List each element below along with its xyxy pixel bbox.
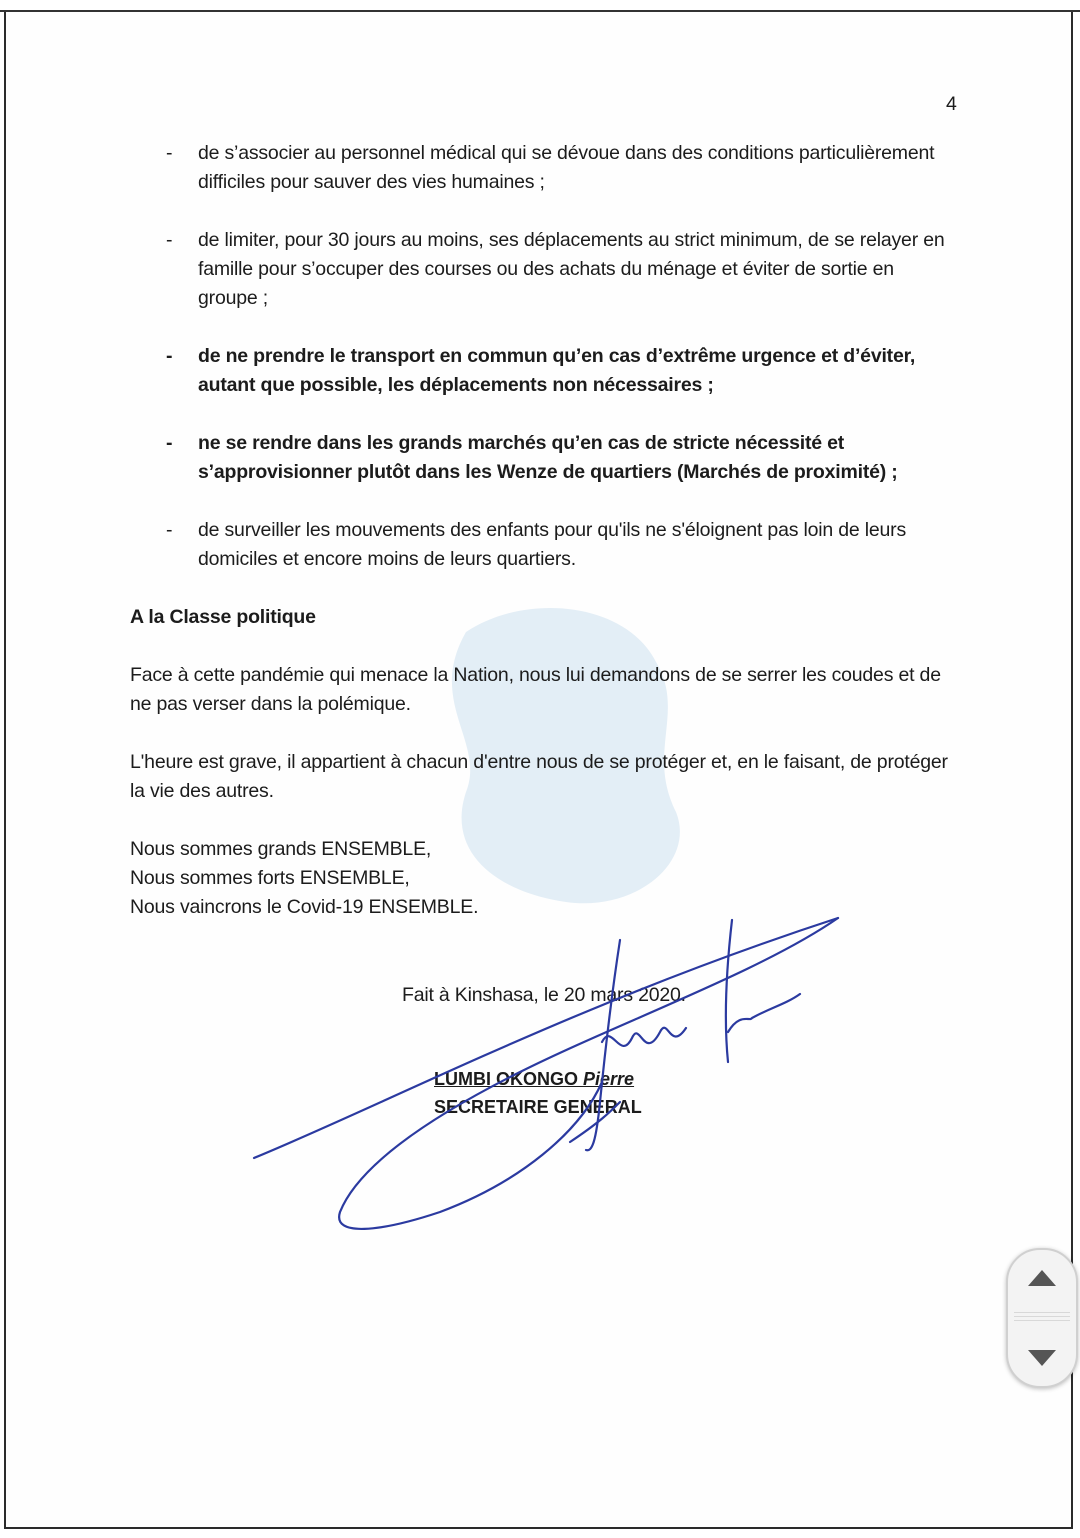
triangle-down-icon <box>1008 1326 1076 1386</box>
paragraph-line: la vie des autres. <box>130 780 274 802</box>
handwritten-signature <box>240 912 860 1242</box>
triangle-up-icon <box>1008 1250 1076 1310</box>
bullet-line: difficiles pour sauver des vies humaines ; <box>198 171 545 193</box>
bullet-line: autant que possible, les déplacements non nécessaires ; <box>198 374 714 396</box>
scroll-up-button[interactable] <box>1008 1250 1076 1310</box>
place-date: Fait à Kinshasa, le 20 mars 2020. <box>402 984 686 1006</box>
signatory-title: SECRETAIRE GENERAL <box>434 1097 642 1117</box>
page-number: 4 <box>946 93 957 115</box>
paragraph-line: Face à cette pandémie qui menace la Nation, nous lui demandons de se serrer les coudes et de <box>130 664 941 686</box>
bullet-line: groupe ; <box>198 287 268 309</box>
bullet-dash: - <box>166 432 173 454</box>
closing-line: Nous sommes forts ENSEMBLE, <box>130 867 410 889</box>
bullet-line: s’approvisionner plutôt dans les Wenze de quartiers (Marchés de proximité) ; <box>198 461 898 483</box>
paragraph <box>130 748 960 806</box>
scroll-grip[interactable] <box>1014 1312 1070 1324</box>
closing-line: Nous sommes grands ENSEMBLE, <box>130 838 432 860</box>
top-toolbar-edge <box>0 0 1080 12</box>
bullet-line: domiciles et encore moins de leurs quartiers. <box>198 548 576 570</box>
scroll-down-button[interactable] <box>1008 1326 1076 1386</box>
section-heading: A la Classe politique <box>130 606 316 628</box>
signatory-given-name: Pierre <box>583 1069 635 1089</box>
bullet-line: de s’associer au personnel médical qui se dévoue dans des conditions particulièrement <box>198 142 935 164</box>
bullet-line: ne se rendre dans les grands marchés qu’en cas de stricte nécessité et <box>198 432 845 454</box>
bullet-dash: - <box>166 519 173 541</box>
bullet-line: de limiter, pour 30 jours au moins, ses déplacements au strict minimum, de se relayer en <box>198 229 945 251</box>
bullet-dash: - <box>166 229 173 251</box>
signatory-surname: LUMBI OKONGO <box>434 1069 578 1089</box>
bullet-line: de ne prendre le transport en commun qu’en cas d’extrême urgence et d’éviter, <box>198 345 916 367</box>
bullet-dash: - <box>166 345 173 367</box>
paragraph-line: ne pas verser dans la polémique. <box>130 693 411 715</box>
bullet-dash: - <box>166 142 173 164</box>
closing-line: Nous vaincrons le Covid-19 ENSEMBLE. <box>130 896 479 918</box>
bullet-line: de surveiller les mouvements des enfants pour qu'ils ne s'éloignent pas loin de leurs <box>198 519 907 541</box>
scroll-control[interactable] <box>1006 1248 1078 1388</box>
paragraph-line: L'heure est grave, il appartient à chacun d'entre nous de se protéger et, en le faisant, de protéger <box>130 751 948 773</box>
bullet-line: famille pour s’occuper des courses ou des achats du ménage et éviter de sortie en <box>198 258 894 280</box>
paragraph <box>130 661 960 719</box>
